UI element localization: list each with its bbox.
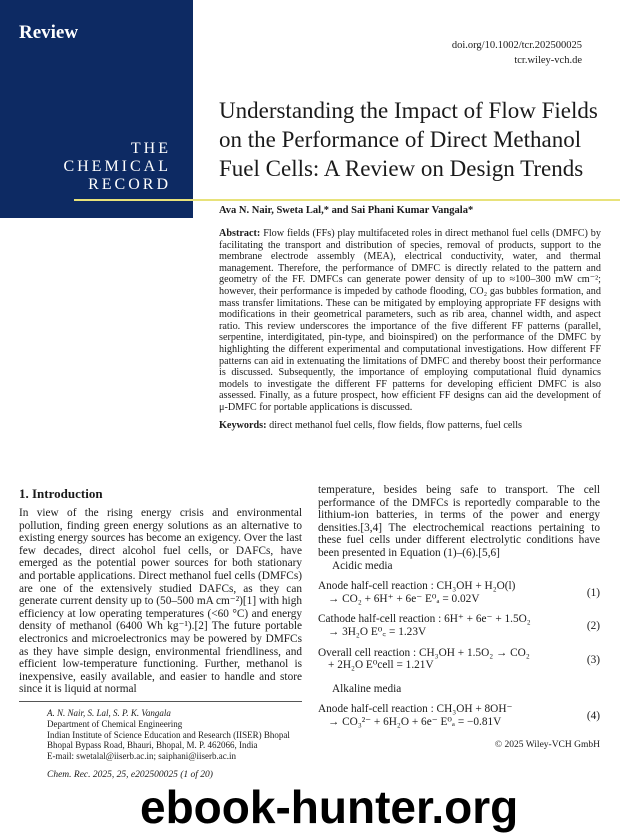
equation-line: Overall cell reaction : CH₃OH + 1.5O₂ → CO₂	[318, 646, 530, 659]
intro-paragraph: In view of the rising energy crisis and environmental pollution, finding green energy solutions as an alternative to existing energy sources has become an exigency. Over the last few decades, direct alcohol fuel cells, or DAFCs, have emerged as the potential power sources for both stationary and portable applications. Direct methanol fuel cells (DMFCs) are one of the extensively studied DAFCs, as they can generate current density up to (50–500 mA cm⁻²)[1] with high efficiency at low operating temperatures (<60 °C) and energy density of methanol (6400 Wh kg⁻¹).[2] The future portable electronics and microelectronics may be powered by DMFCs as they have simple design, environmental friendliness, and efficient low-temperature functioning. Further, methanol is inexpensive, easily available, and easier to handle and store since it is liquid at normal	[19, 507, 302, 696]
doi-link[interactable]: doi.org/10.1002/tcr.202500025	[451, 40, 582, 51]
section-heading: 1. Introduction	[19, 486, 103, 501]
affiliation	[19, 708, 302, 762]
article-header	[219, 96, 604, 431]
abstract	[219, 228, 601, 414]
site-link[interactable]: tcr.wiley-vch.de	[514, 55, 582, 66]
affiliation-line: Indian Institute of Science Education and Research (IISER) Bhopal	[47, 729, 290, 740]
equation-1	[318, 580, 600, 605]
equation-line: → CO₃²⁻ + 6H₂O + 6e⁻ E⁰ₐ = −0.81V	[328, 715, 502, 728]
watermark: ebook-hunter.org	[140, 780, 519, 833]
affiliation-line: Bhopal Bypass Road, Bhauri, Bhopal, M. P. 462066, India	[47, 740, 258, 751]
equation-number: (1)	[586, 587, 600, 600]
equation-number: (2)	[586, 620, 600, 633]
equation-line: → CO₂ + 6H⁺ + 6e⁻ E⁰ₐ = 0.02V	[328, 592, 480, 605]
abstract-label: Abstract:	[219, 228, 261, 239]
equation-line: → 3H₂O E⁰꜀ = 1.23V	[328, 625, 427, 638]
affiliation-line: Department of Chemical Engineering	[47, 718, 183, 729]
equation-line: Anode half-cell reaction : CH₃OH + 8OH⁻	[318, 703, 513, 716]
keywords-text: direct methanol fuel cells, flow fields, flow patterns, fuel cells	[269, 419, 523, 431]
journal-logo-line: CHEMICAL	[63, 158, 171, 175]
affiliation-names: A. N. Nair, S. Lal, S. P. K. Vangala	[47, 707, 171, 718]
equation-4	[318, 703, 600, 728]
doi-block	[452, 38, 582, 68]
journal-logo-line: THE	[130, 140, 171, 157]
keywords-label: Keywords:	[219, 419, 267, 431]
subheading-acidic: Acidic media	[332, 559, 393, 572]
equation-3	[318, 647, 600, 672]
footnote-divider	[19, 701, 302, 702]
footer-copyright: © 2025 Wiley-VCH GmbH	[494, 739, 600, 750]
intro-paragraph-continued: temperature, besides being safe to transport. The cell performance of the DMFCs is reportedly comparable to the lithium-ion batteries, in terms of the power and energy densities.[3,4] The electrochemical reactions pertaining to these fuel cells under different electrolytic conditions have been presented in Equation (1)–(6).[5,6]	[318, 484, 600, 559]
abstract-text: Flow fields (FFs) play multifaceted roles in direct methanol fuel cells (DMFC) by facilitating the transport and distribution of species, removal of products, support to the membrane electrode assembly (MEA), electrical conductivity, water, and thermal management. Therefore, the performance of DMFC is directly related to the pattern and geometry of the FF. DMFCs can generate power density of up to ≈100–300 mW cm⁻²; however, their performance is impeded by cathode flooding, CO₂ gas bubbles formation, and mass transfer limitations. These can be mitigated by employing appropriate FF designs with modifications in their geometrical parameters, such as rib area, channel width, and aspect ratio. This review underscores the importance of the five different FF patterns (parallel, serpentine, interdigitated, pin-type, and bioinspired) on the performance of the DMFC by highlighting the different experimental and computational investigations. How different FF patterns can aid in extenuating the limitations of DMFC and thereby boost their performance is discussed. Subsequently, the importance of employing computational fluid dynamics models to investigate the different FF patterns for developing efficient DMFC is also assessed. Finally, as a future prospect, how efficient FF designs can aid the development of μ-DMFC for portable applications is discussed.	[219, 228, 601, 413]
journal-logo	[63, 140, 171, 194]
equation-line: Cathode half-cell reaction : 6H⁺ + 6e⁻ + 1.5O₂	[318, 613, 531, 626]
affiliation-email[interactable]: E-mail: swetalal@iiserb.ac.in; saiphani@iiserb.ac.in	[47, 751, 237, 762]
article-title: Understanding the Impact of Flow Fields on the Performance of Direct Methanol Fuel Cells: A Review on Design Trends	[219, 98, 598, 181]
journal-logo-line: RECORD	[88, 176, 171, 193]
footer-citation: Chem. Rec. 2025, 25, e202500025 (1 of 20)	[47, 769, 213, 780]
equation-line: + 2H₂O E⁰cell = 1.21V	[328, 659, 434, 672]
right-column	[318, 484, 600, 751]
equation-number: (3)	[586, 653, 600, 666]
equation-2	[318, 613, 600, 638]
section-label: Review	[19, 22, 79, 43]
equation-number: (4)	[586, 710, 600, 723]
keywords	[219, 420, 604, 431]
equation-line: Anode half-cell reaction : CH₃OH + H₂O(l)	[318, 580, 516, 593]
journal-banner	[0, 0, 193, 218]
authors: Ava N. Nair, Sweta Lal,* and Sai Phani Kumar Vangala*	[219, 205, 474, 216]
subheading-alkaline: Alkaline media	[332, 682, 402, 695]
